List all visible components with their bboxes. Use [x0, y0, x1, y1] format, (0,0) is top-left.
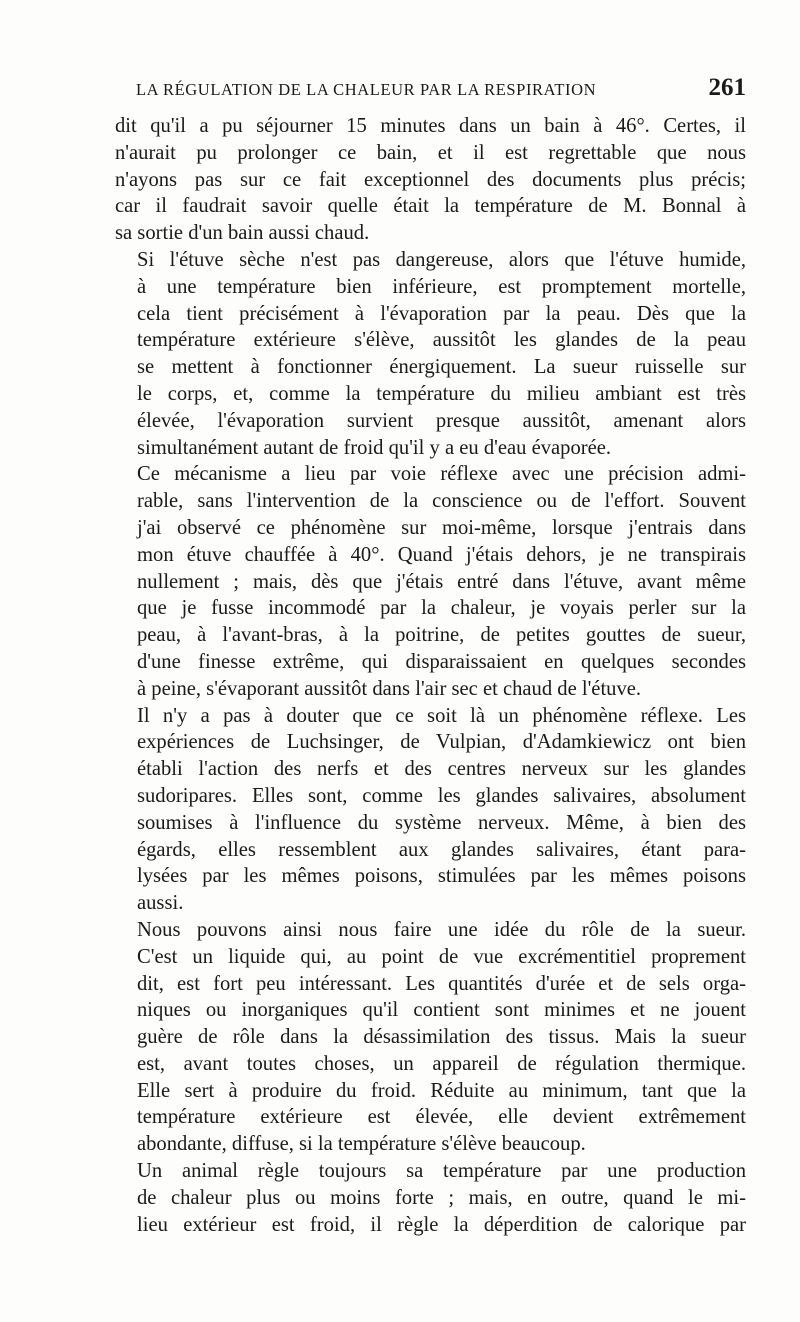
text-line: d'une finesse extrême, qui disparaissaient en quelques secondes [137, 650, 746, 673]
text-line: température extérieure s'élève, aussitôt les glandes de la peau [137, 329, 746, 352]
text-line: mon étuve chauffée à 40°. Quand j'étais dehors, je ne transpirais [137, 543, 746, 566]
text-line: cela tient précisément à l'évaporation par la peau. Dès que la [137, 302, 746, 325]
paragraph-1 [115, 113, 746, 247]
paragraph-2 [115, 247, 746, 461]
text-line: rable, sans l'intervention de la conscience ou de l'effort. Souvent [137, 490, 746, 513]
text-line: élevée, l'évaporation survient presque aussitôt, amenant alors [137, 409, 746, 432]
text-line: à une température bien inférieure, est promptement mortelle, [137, 275, 746, 298]
text-line: n'aurait pu prolonger ce bain, et il est regrettable que nous [115, 141, 746, 164]
text-line: aussi. [137, 892, 184, 915]
text-line: j'ai observé ce phénomène sur moi-même, lorsque j'entrais dans [137, 516, 746, 539]
text-line: est, avant toutes choses, un appareil de régulation thermique. [137, 1052, 746, 1075]
text-line: Elle sert à produire du froid. Réduite au minimum, tant que la [137, 1079, 746, 1102]
paragraph-4 [115, 703, 746, 917]
text-line: sudoripares. Elles sont, comme les glandes salivaires, absolument [137, 784, 746, 807]
text-line: nullement ; mais, dès que j'étais entré dans l'étuve, avant même [137, 570, 746, 593]
text-line: à peine, s'évaporant aussitôt dans l'air sec et chaud de l'étuve. [137, 677, 642, 700]
text-line: simultanément autant de froid qu'il y a eu d'eau évaporée. [137, 436, 612, 459]
paragraph-6 [115, 1158, 746, 1238]
text-line: dit qu'il a pu séjourner 15 minutes dans un bain à 46°. Certes, il [115, 115, 746, 137]
text-line: lieu extérieur est froid, il règle la déperdition de calorique par [137, 1213, 746, 1236]
text-line: expériences de Luchsinger, de Vulpian, d'Adamkiewicz ont bien [137, 731, 746, 754]
text-line: car il faudrait savoir quelle était la température de M. Bonnal à [115, 195, 746, 218]
text-line: dit, est fort peu intéressant. Les quantités d'urée et de sels orga- [137, 972, 746, 995]
text-line: n'ayons pas sur ce fait exceptionnel des documents plus précis; [115, 168, 746, 191]
text-line: égards, elles ressemblent aux glandes salivaires, étant para- [137, 838, 746, 861]
text-line: le corps, et, comme la température du milieu ambiant est très [137, 382, 746, 405]
text-line: température extérieure est élevée, elle devient extrêmement [137, 1106, 746, 1129]
text-line: sa sortie d'un bain aussi chaud. [115, 222, 370, 245]
paragraph-3 [115, 461, 746, 702]
body-text [115, 113, 746, 1238]
page-number: 261 [708, 74, 746, 101]
text-line: guère de rôle dans la désassimilation des tissus. Mais la sueur [137, 1026, 746, 1049]
text-line: C'est un liquide qui, au point de vue excrémentitiel proprement [137, 945, 746, 968]
running-title: LA RÉGULATION DE LA CHALEUR PAR LA RESPIRATION [136, 80, 597, 99]
text-line: soumises à l'influence du système nerveux. Même, à bien des [137, 811, 746, 834]
text-line: que je fusse incommodé par la chaleur, je voyais perler sur la [137, 597, 746, 620]
text-line: établi l'action des nerfs et des centres nerveux sur les glandes [137, 758, 746, 781]
paragraph-5 [115, 917, 746, 1158]
text-line: Si l'étuve sèche n'est pas dangereuse, alors que l'étuve humide, [137, 248, 746, 271]
running-header [136, 74, 746, 108]
text-line: Il n'y a pas à douter que ce soit là un phénomène réflexe. Les [137, 704, 746, 727]
text-line: de chaleur plus ou moins forte ; mais, en outre, quand le mi- [137, 1186, 746, 1209]
text-line: Un animal règle toujours sa température par une production [137, 1160, 746, 1183]
text-line: abondante, diffuse, si la température s'élève beaucoup. [137, 1133, 586, 1156]
text-line: se mettent à fonctionner énergiquement. La sueur ruisselle sur [137, 356, 746, 379]
text-line: lysées par les mêmes poisons, stimulées par les mêmes poisons [137, 865, 746, 888]
text-line: Nous pouvons ainsi nous faire une idée du rôle de la sueur. [137, 918, 746, 941]
text-line: niques ou inorganiques qu'il contient sont minimes et ne jouent [137, 999, 746, 1022]
text-line: Ce mécanisme a lieu par voie réflexe avec une précision admi- [137, 463, 746, 486]
text-line: peau, à l'avant-bras, à la poitrine, de petites gouttes de sueur, [137, 624, 746, 647]
